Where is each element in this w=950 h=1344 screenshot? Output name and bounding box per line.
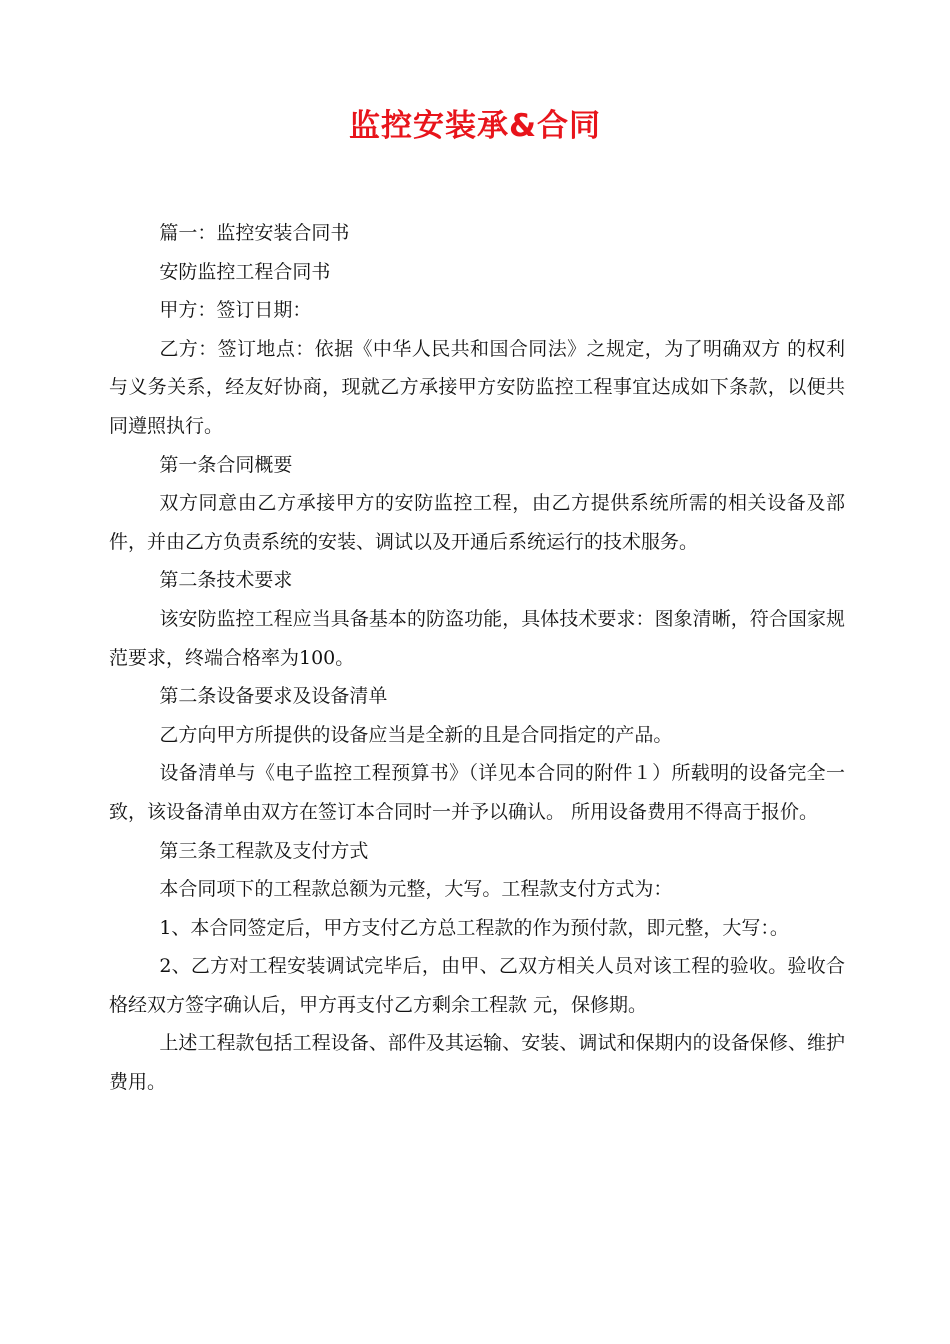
paragraph-party-b: 乙方：签订地点：依据《中华人民共和国合同法》之规定，为了明确双方 的权利与义务关系，经友好协商，现就乙方承接甲方安防监控工程事宜达成如下条款，以便共同遵照执行。 (109, 337, 845, 437)
paragraph-payment-item-1: 1、本合同签定后，甲方支付乙方总工程款的作为预付款，即元整，大写：。 (159, 916, 789, 939)
paragraph-article-1-body: 双方同意由乙方承接甲方的安防监控工程，由乙方提供系统所需的相关设备及部件，并由乙方负责系统的安装、调试以及开通后系统运行的技术服务。 (109, 492, 845, 553)
paragraph-party-a: 甲方：签订日期： (159, 299, 312, 322)
paragraph-payment-total: 本合同项下的工程款总额为元整，大写。工程款支付方式为： (159, 878, 673, 901)
paragraph-equipment-body-2: 设备清单与《电子监控工程预算书》（详见本合同的附件１）所载明的设备完全一致，该设备清单由双方在签订本合同时一并予以确认。 所用设备费用不得高于报价。 (109, 762, 845, 823)
paragraph-payment-item-2: 2、乙方对工程安装调试完毕后，由甲、乙双方相关人员对该工程的验收。验收合格经双方签字确认后，甲方再支付乙方剩余工程款 元，保修期。 (109, 955, 845, 1016)
paragraph-part-heading: 篇一：监控安装合同书 (159, 222, 350, 244)
paragraph-article-3-heading: 第三条工程款及支付方式 (159, 839, 369, 862)
paragraph-article-2-heading: 第二条技术要求 (159, 569, 293, 592)
paragraph-equipment-body-1: 乙方向甲方所提供的设备应当是全新的且是合同指定的产品。 (159, 723, 673, 746)
paragraph-equipment-heading: 第二条设备要求及设备清单 (159, 685, 388, 708)
document-title: 监控安装承&合同 (348, 108, 602, 144)
document-body (109, 214, 845, 1102)
paragraph-article-1-heading: 第一条合同概要 (159, 453, 293, 476)
paragraph-payment-scope: 上述工程款包括工程设备、部件及其运输、安装、调试和保期内的设备保修、维护费用。 (109, 1032, 845, 1094)
paragraph-article-2-body: 该安防监控工程应当具备基本的防盗功能，具体技术要求：图象清晰，符合国家规范要求，终端合格率为100。 (109, 607, 845, 669)
paragraph-contract-name: 安防监控工程合同书 (159, 260, 331, 283)
